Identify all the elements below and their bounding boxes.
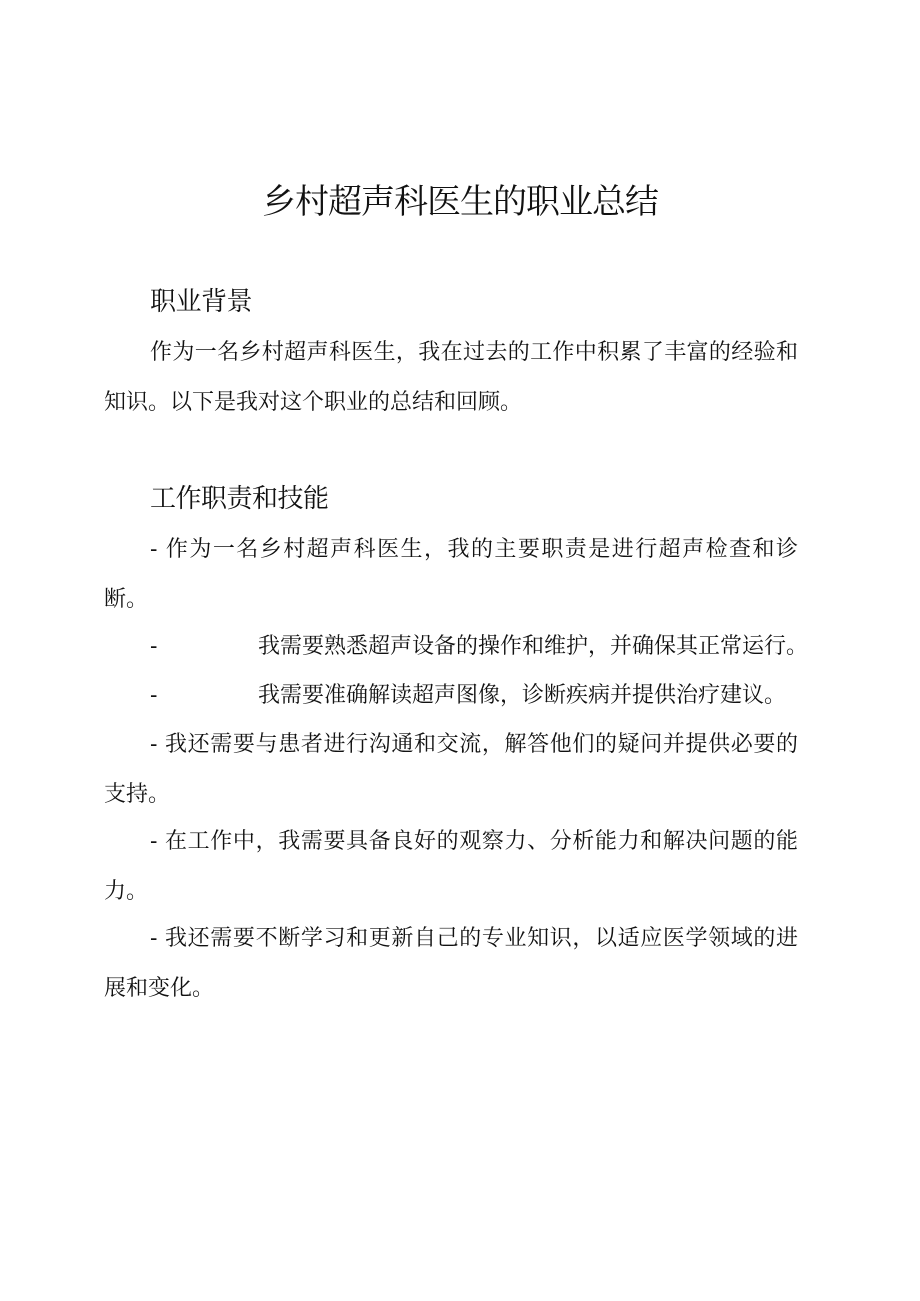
section-heading-career-background: 职业背景: [150, 287, 253, 317]
list-item: - 作为一名乡村超声科医生，我的主要职责是进行超声检查和诊断。: [104, 537, 798, 612]
list-dash: -: [150, 683, 158, 708]
list-dash: -: [150, 634, 158, 659]
section-paragraph: 作为一名乡村超声科医生，我在过去的工作中积累了丰富的经验和知识。以下是我对这个职业的总结和回顾。: [104, 340, 798, 415]
list-item-text: 我需要准确解读超声图像，诊断疾病并提供治疗建议。: [258, 683, 787, 708]
list-item: [104, 671, 798, 721]
list-item: - 我还需要不断学习和更新自己的专业知识，以适应医学领域的进展和变化。: [104, 926, 798, 1001]
list-item: - 我还需要与患者进行沟通和交流，解答他们的疑问并提供必要的支持。: [104, 732, 798, 807]
document-title: 乡村超声科医生的职业总结: [262, 182, 658, 222]
section-heading-duties-and-skills: 工作职责和技能: [150, 484, 329, 514]
list-item: [104, 622, 809, 672]
list-item: - 在工作中，我需要具备良好的观察力、分析能力和解决问题的能力。: [104, 829, 798, 904]
list-item-text: 我需要熟悉超声设备的操作和维护，并确保其正常运行。: [258, 634, 809, 659]
